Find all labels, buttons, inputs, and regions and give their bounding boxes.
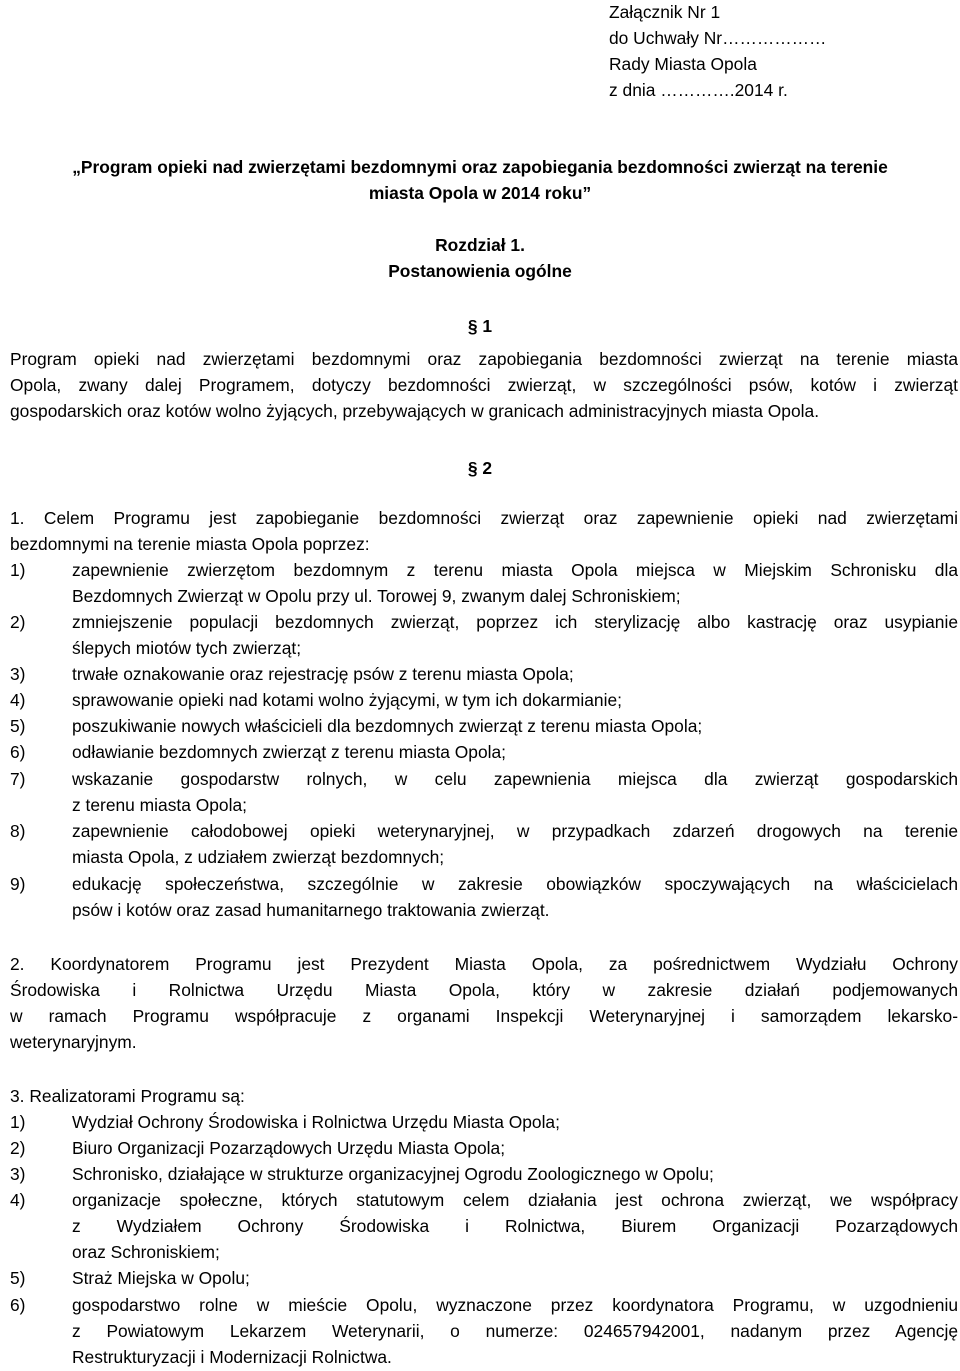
list-item-number: 1): [10, 1112, 26, 1132]
text-line: z Wydziałem Ochrony Środowiska i Rolnictwa, Biurem Organizacji Pozarządowych: [72, 1216, 958, 1236]
list-item-text: [72, 871, 958, 923]
text-line: Straż Miejska w Opolu;: [72, 1268, 250, 1288]
text-line: z Powiatowym Lekarzem Weterynarii, o numerze: 024657942001, nadanym przez Agencję: [72, 1321, 958, 1341]
list-item-text: [72, 1187, 958, 1265]
annex-number: Załącznik Nr 1: [609, 2, 721, 22]
title-line-1: „Program opieki nad zwierzętami bezdomnymi oraz zapobiegania bezdomności zwierząt na terenie: [72, 157, 888, 177]
text-line: psów i kotów oraz zasad humanitarnego traktowania zwierząt.: [72, 900, 550, 920]
text-line: bezdomnymi na terenie miasta Opola poprzez:: [10, 534, 370, 554]
text-line: sprawowanie opieki nad kotami wolno żyjącymi, w tym ich dokarmianie;: [72, 690, 622, 710]
text-line: Schronisko, działające w strukturze organizacyjnej Ogrodu Zoologicznego w Opolu;: [72, 1164, 714, 1184]
text-line: Biuro Organizacji Pozarządowych Urzędu Miasta Opola;: [72, 1138, 506, 1158]
list-item-number: 9): [10, 874, 26, 894]
list-item-text: [72, 687, 958, 713]
list-item-text: [72, 1135, 958, 1161]
list-item-text: [72, 1265, 958, 1291]
text-line: Wydział Ochrony Środowiska i Rolnictwa Urzędu Miasta Opola;: [72, 1112, 560, 1132]
list-item-text: [72, 661, 958, 687]
section-2-mark: § 2: [467, 458, 493, 478]
text-line: wskazanie gospodarstw rolnych, w celu zapewnienia miejsca dla zwierząt gospodarskich: [72, 769, 958, 789]
text-line: weterynaryjnym.: [10, 1032, 137, 1052]
list-item-number: 8): [10, 821, 26, 841]
list-item-number: 6): [10, 742, 26, 762]
list-item-text: [72, 713, 958, 739]
list-item-number: 2): [10, 1138, 26, 1158]
text-line: w ramach Programu współpracuje z organami Inspekcji Weterynaryjnej i samorządem lekarsko-: [10, 1006, 958, 1026]
list-item-number: 3): [10, 1164, 26, 1184]
text-line: z terenu miasta Opola;: [72, 795, 247, 815]
list-item-number: 7): [10, 769, 26, 789]
text-line: organizacje społeczne, których statutowym celem działania jest ochrona zwierząt, we współpracy: [72, 1190, 958, 1210]
list-item-number: 4): [10, 1190, 26, 1210]
text-line: zmniejszenie populacji bezdomnych zwierząt, poprzez ich sterylizację albo kastrację oraz usypianie: [72, 612, 958, 632]
annex-header: [609, 0, 949, 103]
section-2-paragraph-2: [10, 951, 958, 1055]
title-line-2: miasta Opola w 2014 roku”: [368, 183, 592, 203]
text-line: 1. Celem Programu jest zapobieganie bezdomności zwierząt oraz zapewnienie opieki nad zwierzętami: [10, 508, 958, 528]
list-item-number: 2): [10, 612, 26, 632]
list-item-number: 1): [10, 560, 26, 580]
list-item-text: [72, 1109, 958, 1135]
text-line: Środowiska i Rolnictwa Urzędu Miasta Opola, który w zakresie działań podjemowanych: [10, 980, 958, 1000]
list-item-text: [72, 1292, 958, 1370]
text-line: Bezdomnych Zwierząt w Opolu przy ul. Torowej 9, zwanym dalej Schroniskiem;: [72, 586, 681, 606]
section-1-mark: § 1: [467, 316, 493, 336]
list-item-number: 5): [10, 1268, 26, 1288]
list-item-text: [72, 766, 958, 818]
text-line: gospodarstwo rolne w mieście Opolu, wyznaczone przez koordynatora Programu, w uzgodnieniu: [72, 1295, 958, 1315]
section-1-text: [10, 346, 958, 424]
text-line: edukację społeczeństwa, szczególnie w zakresie obowiązków spoczywających na właścicielach: [72, 874, 958, 894]
list-item-text: [72, 818, 958, 870]
text-line: zapewnienie całodobowej opieki weterynaryjnej, w przypadkach zdarzeń drogowych na terenie: [72, 821, 958, 841]
chapter-name: Postanowienia ogólne: [388, 261, 572, 281]
text-line: zapewnienie zwierzętom bezdomnym z terenu miasta Opola miejsca w Miejskim Schronisku dla: [72, 560, 958, 580]
list-item-text: [72, 609, 958, 661]
chapter-label: Rozdział 1.: [435, 235, 525, 255]
list-item-text: [72, 557, 958, 609]
list-item-number: 6): [10, 1295, 26, 1315]
text-line: Restrukturyzacji i Modernizacji Rolnictwa.: [72, 1347, 392, 1367]
text-line: ślepych miotów tych zwierząt;: [72, 638, 302, 658]
text-line: Opola, zwany dalej Programem, dotyczy bezdomności zwierząt, w szczególności psów, kotów i zwierząt: [10, 375, 958, 395]
text-line: gospodarskich oraz kotów wolno żyjących, przebywających w granicach administracyjnych miasta Opola.: [10, 401, 820, 421]
annex-resolution: do Uchwały Nr………………: [609, 28, 827, 48]
section-2-paragraph-3: [10, 1083, 958, 1109]
text-line: odławianie bezdomnych zwierząt z terenu miasta Opola;: [72, 742, 507, 762]
annex-date: z dnia ………….2014 r.: [609, 80, 788, 100]
section-2-paragraph-1: [10, 505, 958, 557]
annex-council: Rady Miasta Opola: [609, 54, 757, 74]
list-item-text: [72, 1161, 958, 1187]
text-line: trwałe oznakowanie oraz rejestrację psów z terenu miasta Opola;: [72, 664, 574, 684]
list-item-number: 4): [10, 690, 26, 710]
list-item-number: 5): [10, 716, 26, 736]
list-item-text: [72, 739, 958, 765]
document-title: [0, 154, 960, 206]
text-line: poszukiwanie nowych właścicieli dla bezdomnych zwierząt z terenu miasta Opola;: [72, 716, 703, 736]
text-line: Program opieki nad zwierzętami bezdomnymi oraz zapobiegania bezdomności zwierząt na terenie miasta: [10, 349, 958, 369]
text-line: oraz Schroniskiem;: [72, 1242, 220, 1262]
text-line: 2. Koordynatorem Programu jest Prezydent Miasta Opola, za pośrednictwem Wydziału Ochrony: [10, 954, 958, 974]
text-line: 3. Realizatorami Programu są:: [10, 1086, 245, 1106]
text-line: miasta Opola, z udziałem zwierząt bezdomnych;: [72, 847, 445, 867]
list-item-number: 3): [10, 664, 26, 684]
